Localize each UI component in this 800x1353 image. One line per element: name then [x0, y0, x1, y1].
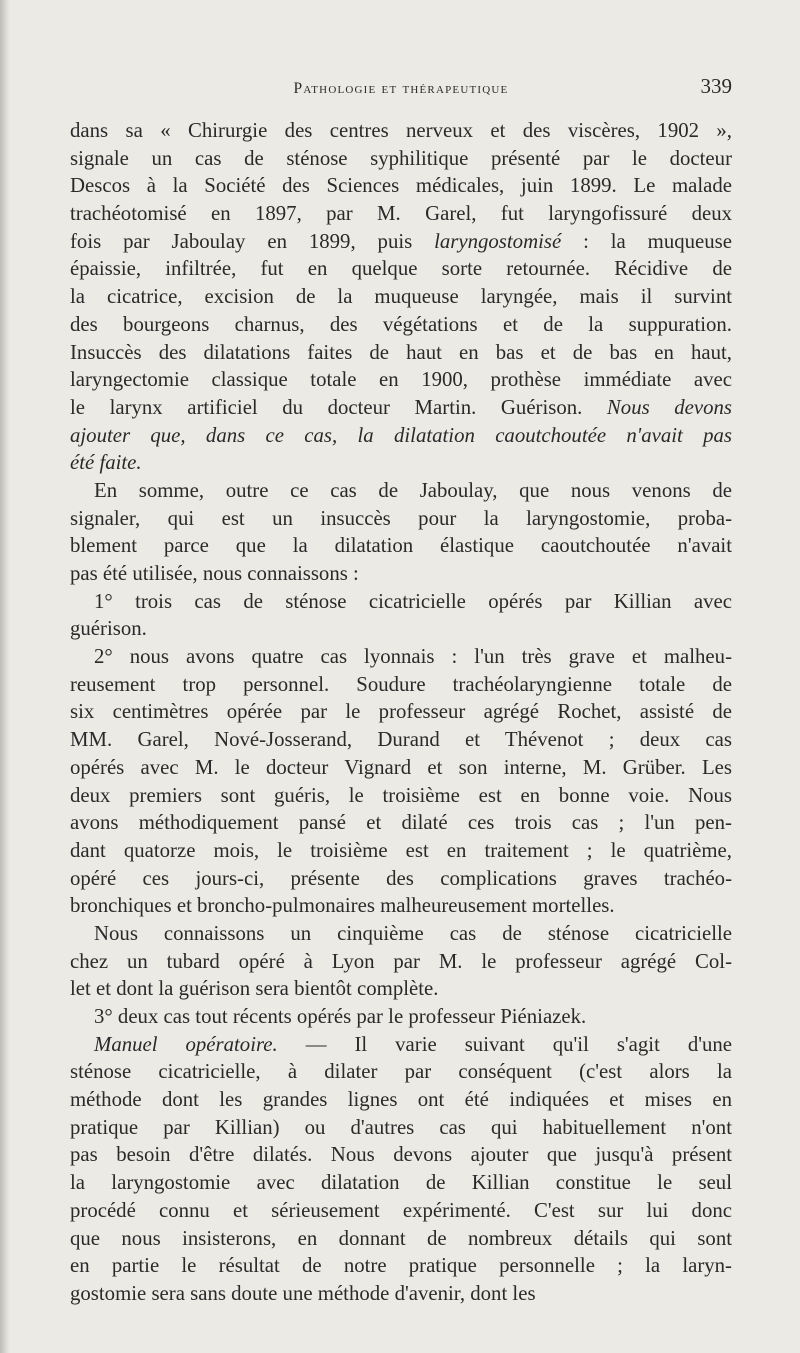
text-segment: le larynx artificiel du docteur Martin. Guérison.	[70, 395, 607, 419]
text-segment: pratique par Killian) ou d'autres cas qui habituellement n'ont	[70, 1115, 732, 1139]
italic-text: ajouter que, dans ce cas, la dilatation caoutchoutée n'avait pas	[70, 423, 732, 447]
text-line	[70, 1225, 732, 1253]
text-line	[70, 560, 732, 588]
text-segment: Nous connaissons un cinquième cas de sténose cicatricielle	[94, 921, 732, 945]
page-binding-edge	[0, 0, 10, 1353]
text-segment: guérison.	[70, 617, 147, 641]
text-segment: des bourgeons charnus, des végétations et de la suppuration.	[70, 312, 732, 336]
text-segment: reusement trop personnel. Soudure trachéolaryngienne totale de	[70, 672, 732, 696]
italic-text: Manuel opératoire.	[94, 1032, 278, 1056]
italic-text: été faite.	[70, 451, 142, 475]
text-line	[70, 1031, 732, 1059]
text-line	[70, 1169, 732, 1197]
text-segment: la cicatrice, excision de la muqueuse laryngée, mais il survint	[70, 285, 732, 309]
text-segment: trachéotomisé en 1897, par M. Garel, fut laryngofissuré deux	[70, 202, 732, 226]
text-segment: opérés avec M. le docteur Vignard et son interne, M. Grüber. Les	[70, 755, 732, 779]
text-segment: que nous insisterons, en donnant de nombreux détails qui sont	[70, 1226, 732, 1250]
text-line	[70, 200, 732, 228]
text-line	[70, 228, 732, 256]
running-head	[70, 74, 732, 104]
text-line	[70, 1114, 732, 1142]
text-segment: pas besoin d'être dilatés. Nous devons ajouter que jusqu'à présent	[70, 1143, 732, 1167]
text-segment: sténose cicatricielle, à dilater par conséquent (c'est alors la	[70, 1060, 732, 1084]
text-line	[70, 948, 732, 976]
text-line	[70, 394, 732, 422]
text-segment: chez un tubard opéré à Lyon par M. le professeur agrégé Col-	[70, 949, 732, 973]
text-line	[70, 145, 732, 173]
text-segment: 3° deux cas tout récents opérés par le professeur Piéniazek.	[94, 1005, 587, 1028]
text-line	[70, 255, 732, 283]
text-segment: six centimètres opérée par le professeur agrégé Rochet, assisté de	[70, 700, 732, 724]
text-segment: méthode dont les grandes lignes ont été indiquées et mises en	[70, 1088, 732, 1112]
text-line	[70, 311, 732, 339]
text-line	[70, 366, 732, 394]
text-line	[70, 117, 732, 145]
text-line	[70, 1086, 732, 1114]
text-segment: 1° trois cas de sténose cicatricielle opérés par Killian avec	[94, 589, 732, 613]
text-line	[70, 615, 732, 643]
text-segment: — Il varie suivant qu'il s'agit d'une	[277, 1032, 732, 1056]
text-segment: pas été utilisée, nous connaissons :	[70, 562, 359, 585]
text-line	[70, 837, 732, 865]
text-segment: blement parce que la dilatation élastique caoutchoutée n'avait	[70, 534, 732, 558]
body-text	[70, 117, 732, 1308]
text-line	[70, 532, 732, 560]
text-segment: Insuccès des dilatations faites de haut en bas et de bas en haut,	[70, 340, 732, 364]
text-segment: épaissie, infiltrée, fut en quelque sorte retournée. Récidive de	[70, 257, 732, 281]
text-line	[70, 809, 732, 837]
text-segment: En somme, outre ce cas de Jaboulay, que nous venons de	[94, 478, 732, 502]
text-line	[70, 754, 732, 782]
text-segment: avons méthodiquement pansé et dilaté ces trois cas ; l'un pen-	[70, 811, 732, 835]
text-segment: signale un cas de sténose syphilitique présenté par le docteur	[70, 146, 732, 170]
text-line	[70, 588, 732, 616]
text-segment: signaler, qui est un insuccès pour la laryngostomie, proba-	[70, 506, 732, 530]
text-line	[70, 1252, 732, 1280]
text-segment: laryngectomie classique totale en 1900, prothèse immédiate avec	[70, 368, 732, 392]
text-segment: en partie le résultat de notre pratique personnelle ; la laryn-	[70, 1254, 732, 1278]
text-segment: deux premiers sont guéris, le troisième est en bonne voie. Nous	[70, 783, 732, 807]
page-number: 339	[700, 74, 732, 98]
text-line	[70, 422, 732, 450]
text-segment: la laryngostomie avec dilatation de Killian constitue le seul	[70, 1171, 732, 1195]
text-segment: dans sa « Chirurgie des centres nerveux et des viscères, 1902 »,	[70, 119, 732, 142]
italic-text: laryngostomisé	[434, 229, 562, 253]
text-line	[70, 698, 732, 726]
text-segment: : la muqueuse	[561, 229, 732, 253]
italic-text: Nous devons	[606, 395, 732, 419]
text-line	[70, 283, 732, 311]
text-line	[70, 643, 732, 671]
text-segment: procédé connu et sérieusement expérimenté. C'est sur lui donc	[70, 1198, 732, 1222]
text-line	[70, 1280, 732, 1308]
running-title: Pathologie et thérapeutique	[293, 80, 509, 97]
text-segment: fois par Jaboulay en 1899, puis	[70, 229, 435, 253]
text-line	[70, 1197, 732, 1225]
text-segment: let et dont la guérison sera bientôt complète.	[70, 977, 439, 1001]
text-segment: gostomie sera sans doute une méthode d'avenir, dont les	[70, 1281, 536, 1305]
text-line	[70, 892, 732, 920]
text-line	[70, 477, 732, 505]
text-line	[70, 449, 732, 477]
text-line	[70, 172, 732, 200]
text-segment: dant quatorze mois, le troisième est en traitement ; le quatrième,	[70, 838, 732, 862]
text-segment: opéré ces jours-ci, présente des complications graves trachéo-	[70, 866, 732, 890]
text-segment: bronchiques et broncho-pulmonaires malheureusement mortelles.	[70, 894, 615, 918]
text-segment: MM. Garel, Nové-Josserand, Durand et Thévenot ; deux cas	[70, 728, 732, 752]
text-line	[70, 671, 732, 699]
text-line	[70, 726, 732, 754]
text-line	[70, 782, 732, 810]
text-line	[70, 339, 732, 367]
text-line	[70, 505, 732, 533]
text-segment: Descos à la Société des Sciences médicales, juin 1899. Le malade	[70, 174, 732, 198]
text-segment: 2° nous avons quatre cas lyonnais : l'un très grave et malheu-	[94, 645, 732, 669]
text-line	[70, 920, 732, 948]
text-line	[70, 1058, 732, 1086]
text-line	[70, 1141, 732, 1169]
text-line	[70, 975, 732, 1003]
text-line	[70, 1003, 732, 1031]
text-line	[70, 865, 732, 893]
